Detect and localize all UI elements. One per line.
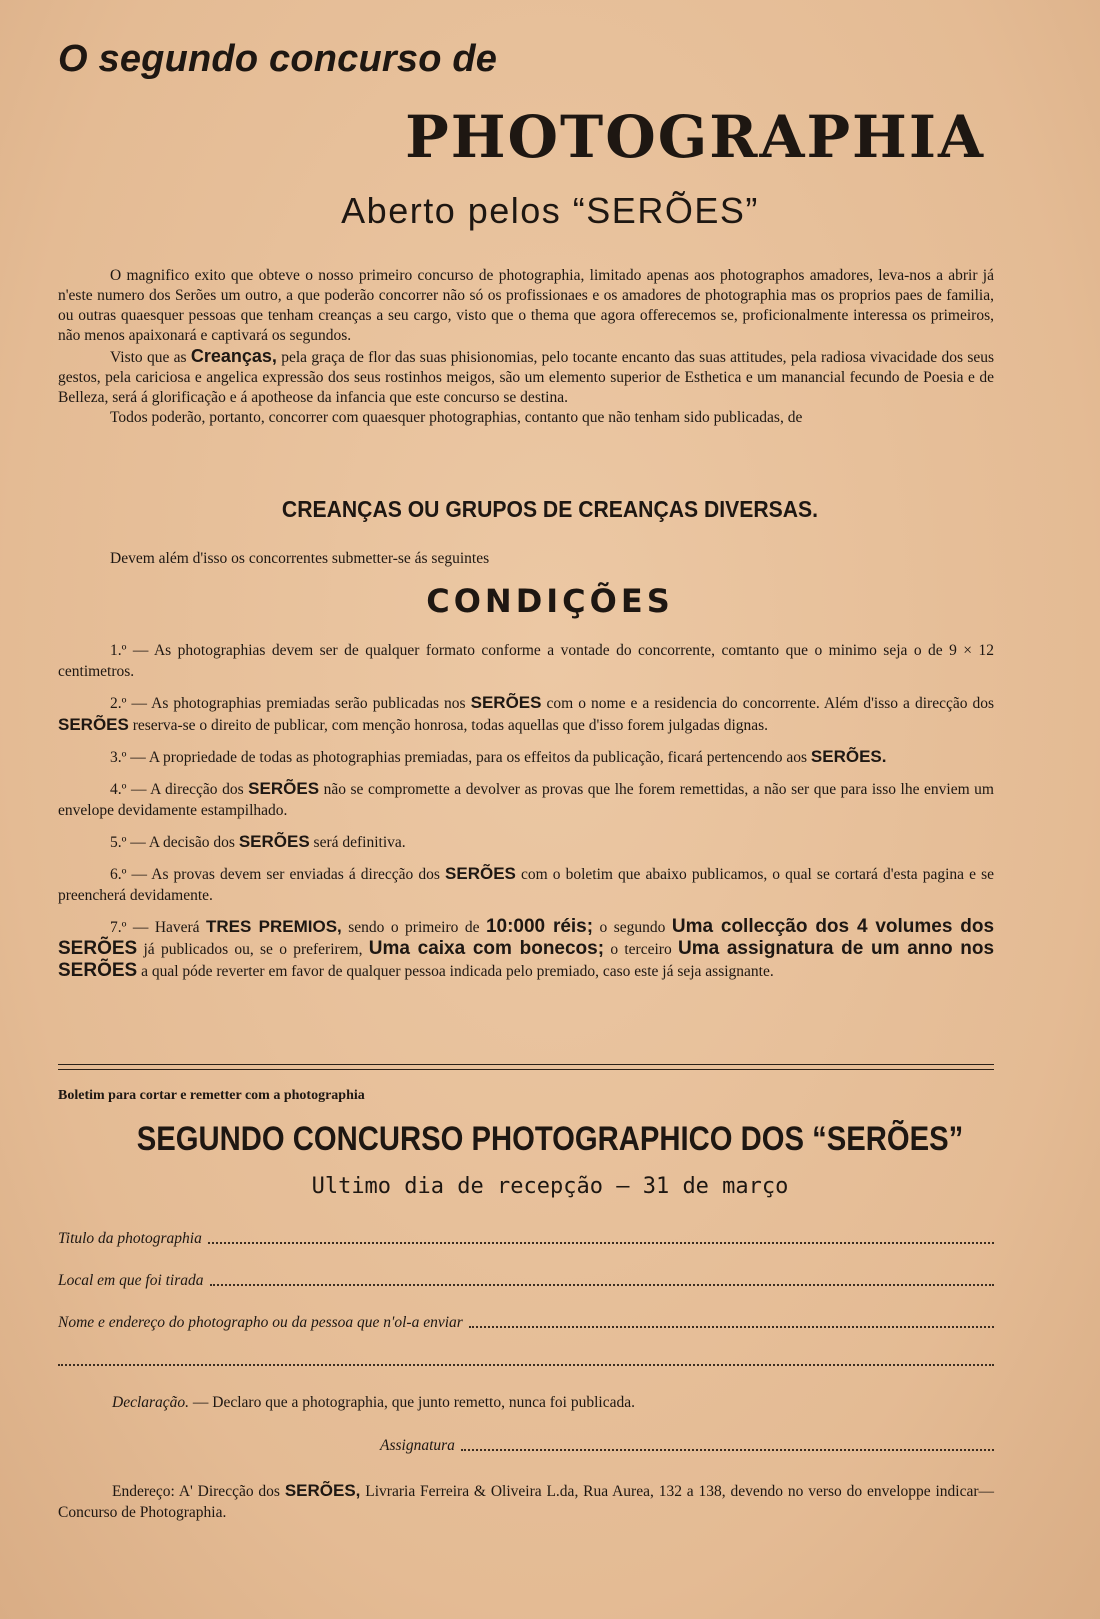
conditions-title: CONDIÇÕES xyxy=(426,582,674,620)
declaration xyxy=(112,1394,635,1412)
photo-title-label: Titulo da photographia xyxy=(58,1230,202,1247)
creancas-emphasis: Creanças, xyxy=(190,346,277,366)
declaration-label: Declaração. xyxy=(112,1394,190,1411)
condition-3: 3.º — A propriedade de todas as photographias premiadas, para os effeitos da publicação, ficará pertencendo aos SERÕES. xyxy=(110,747,887,766)
photo-title-field[interactable] xyxy=(58,1226,994,1248)
divider-rule xyxy=(58,1069,994,1070)
intro-paragraph-2: Visto que as Creanças, pela graça de flor das suas phisionomias, pelo tocante encanto das suas attitudes, pela radiosa vivacidade dos seus gestos, pela cariciosa e angelica expressão dos seus rostinhos meigos, são um elemento superior de Esthetica e um manancial fecundo de Poesia e de Belleza, será á glorificação e á apotheose da infancia que este concurso se destina. xyxy=(58,346,995,406)
signature-field[interactable] xyxy=(380,1433,994,1455)
signature-label: Assignatura xyxy=(380,1437,455,1454)
conditions-list xyxy=(58,640,994,992)
pre-conditions-text: Devem além d'isso os concorrentes submetter-se ás seguintes xyxy=(110,550,490,567)
header-title: PHOTOGRAPHIA xyxy=(405,103,985,171)
sender-line-2[interactable] xyxy=(58,1364,994,1366)
section-title: CREANÇAS OU GRUPOS DE CREANÇAS DIVERSAS. xyxy=(281,496,819,522)
intro-paragraph-3: Todos poderão, portanto, concorrer com quaesquer photographias, contanto que não tenham sido publicadas, de xyxy=(110,409,803,426)
header-opened-by: Aberto pelos “SERÕES” xyxy=(341,190,759,231)
photo-title-line[interactable] xyxy=(208,1242,994,1244)
slip-title: SEGUNDO CONCURSO PHOTOGRAPHICO DOS “SERÕES” xyxy=(136,1120,964,1158)
condition-6: 6.º — As provas devem ser enviadas á direcção dos SERÕES com o boletim que abaixo publicamos, o qual se cortará d'esta pagina e se preencherá devidamente. xyxy=(58,864,995,904)
photo-place-label: Local em que foi tirada xyxy=(58,1272,204,1289)
condition-5: 5.º — A decisão dos SERÕES será definitiva. xyxy=(110,832,406,851)
divider-rule xyxy=(58,1064,994,1065)
condition-4: 4.º — A direcção dos SERÕES não se compromette a devolver as provas que lhe forem remettidas, a não ser que para isso lhe enviem um envelope devidamente estampilhado. xyxy=(58,779,994,819)
address xyxy=(58,1480,994,1523)
photo-place-field[interactable] xyxy=(58,1268,994,1290)
sender-field[interactable] xyxy=(58,1310,994,1332)
condition-2: 2.º — As photographias premiadas serão publicadas nos SERÕES com o nome e a residencia do concorrente. Além d'isso a direcção dos SERÕES reserva-se o direito de publicar, com menção honrosa, todas aquellas que d'isso forem julgadas dignas. xyxy=(58,693,995,734)
sender-label: Nome e endereço do photographo ou da pessoa que n'ol-a enviar xyxy=(58,1314,463,1331)
sender-line[interactable] xyxy=(469,1326,994,1328)
signature-line[interactable] xyxy=(461,1449,994,1451)
condition-1: 1.º — As photographias devem ser de qualquer formato conforme a vontade do concorrente, comtanto que o minimo seja o de 9 × 12 centimetros. xyxy=(58,642,994,680)
slip-deadline: Ultimo dia de recepção — 31 de março xyxy=(311,1174,789,1199)
intro-paragraph-1: O magnifico exito que obteve o nosso primeiro concurso de photographia, limitado apenas aos photographos amadores, leva-nos a abrir já n'este numero dos Serões um outro, a que poderão concorrer não só os profissionaes e os amadores de photographia mas os proprios paes de familia, ou outras quaesquer pessoas que tenham creanças a seu cargo, visto que o thema que agora offerecemos se, proficionalmente interessa os primeiros, não menos apaixonará e captivará os segundos. xyxy=(58,267,994,344)
declaration-text: — Declaro que a photographia, que junto remetto, nunca foi publicada. xyxy=(192,1394,635,1411)
address-text: Endereço: A' Direcção dos SERÕES, Livraria Ferreira & Oliveira L.da, Rua Aurea, 132 a 138, devendo no verso do enveloppe indicar— Concurso de Photographia. xyxy=(58,1481,995,1521)
slip-label: Boletim para cortar e remetter com a photographia xyxy=(58,1088,365,1103)
condition-7: 7.º — Haverá TRES PREMIOS, sendo o primeiro de 10:000 réis; o segundo Uma collecção dos 4 volumes dos SERÕES já publicados ou, se o preferirem, Uma caixa com bonecos; o terceiro Uma assignatura de um anno nos SERÕES a qual póde reverter em favor de qualquer pessoa indicada pelo premiado, caso este já seja assignante. xyxy=(58,916,995,981)
header-subtitle: O segundo concurso de xyxy=(58,38,498,80)
intro-text xyxy=(58,266,994,428)
photo-place-line[interactable] xyxy=(210,1284,994,1286)
